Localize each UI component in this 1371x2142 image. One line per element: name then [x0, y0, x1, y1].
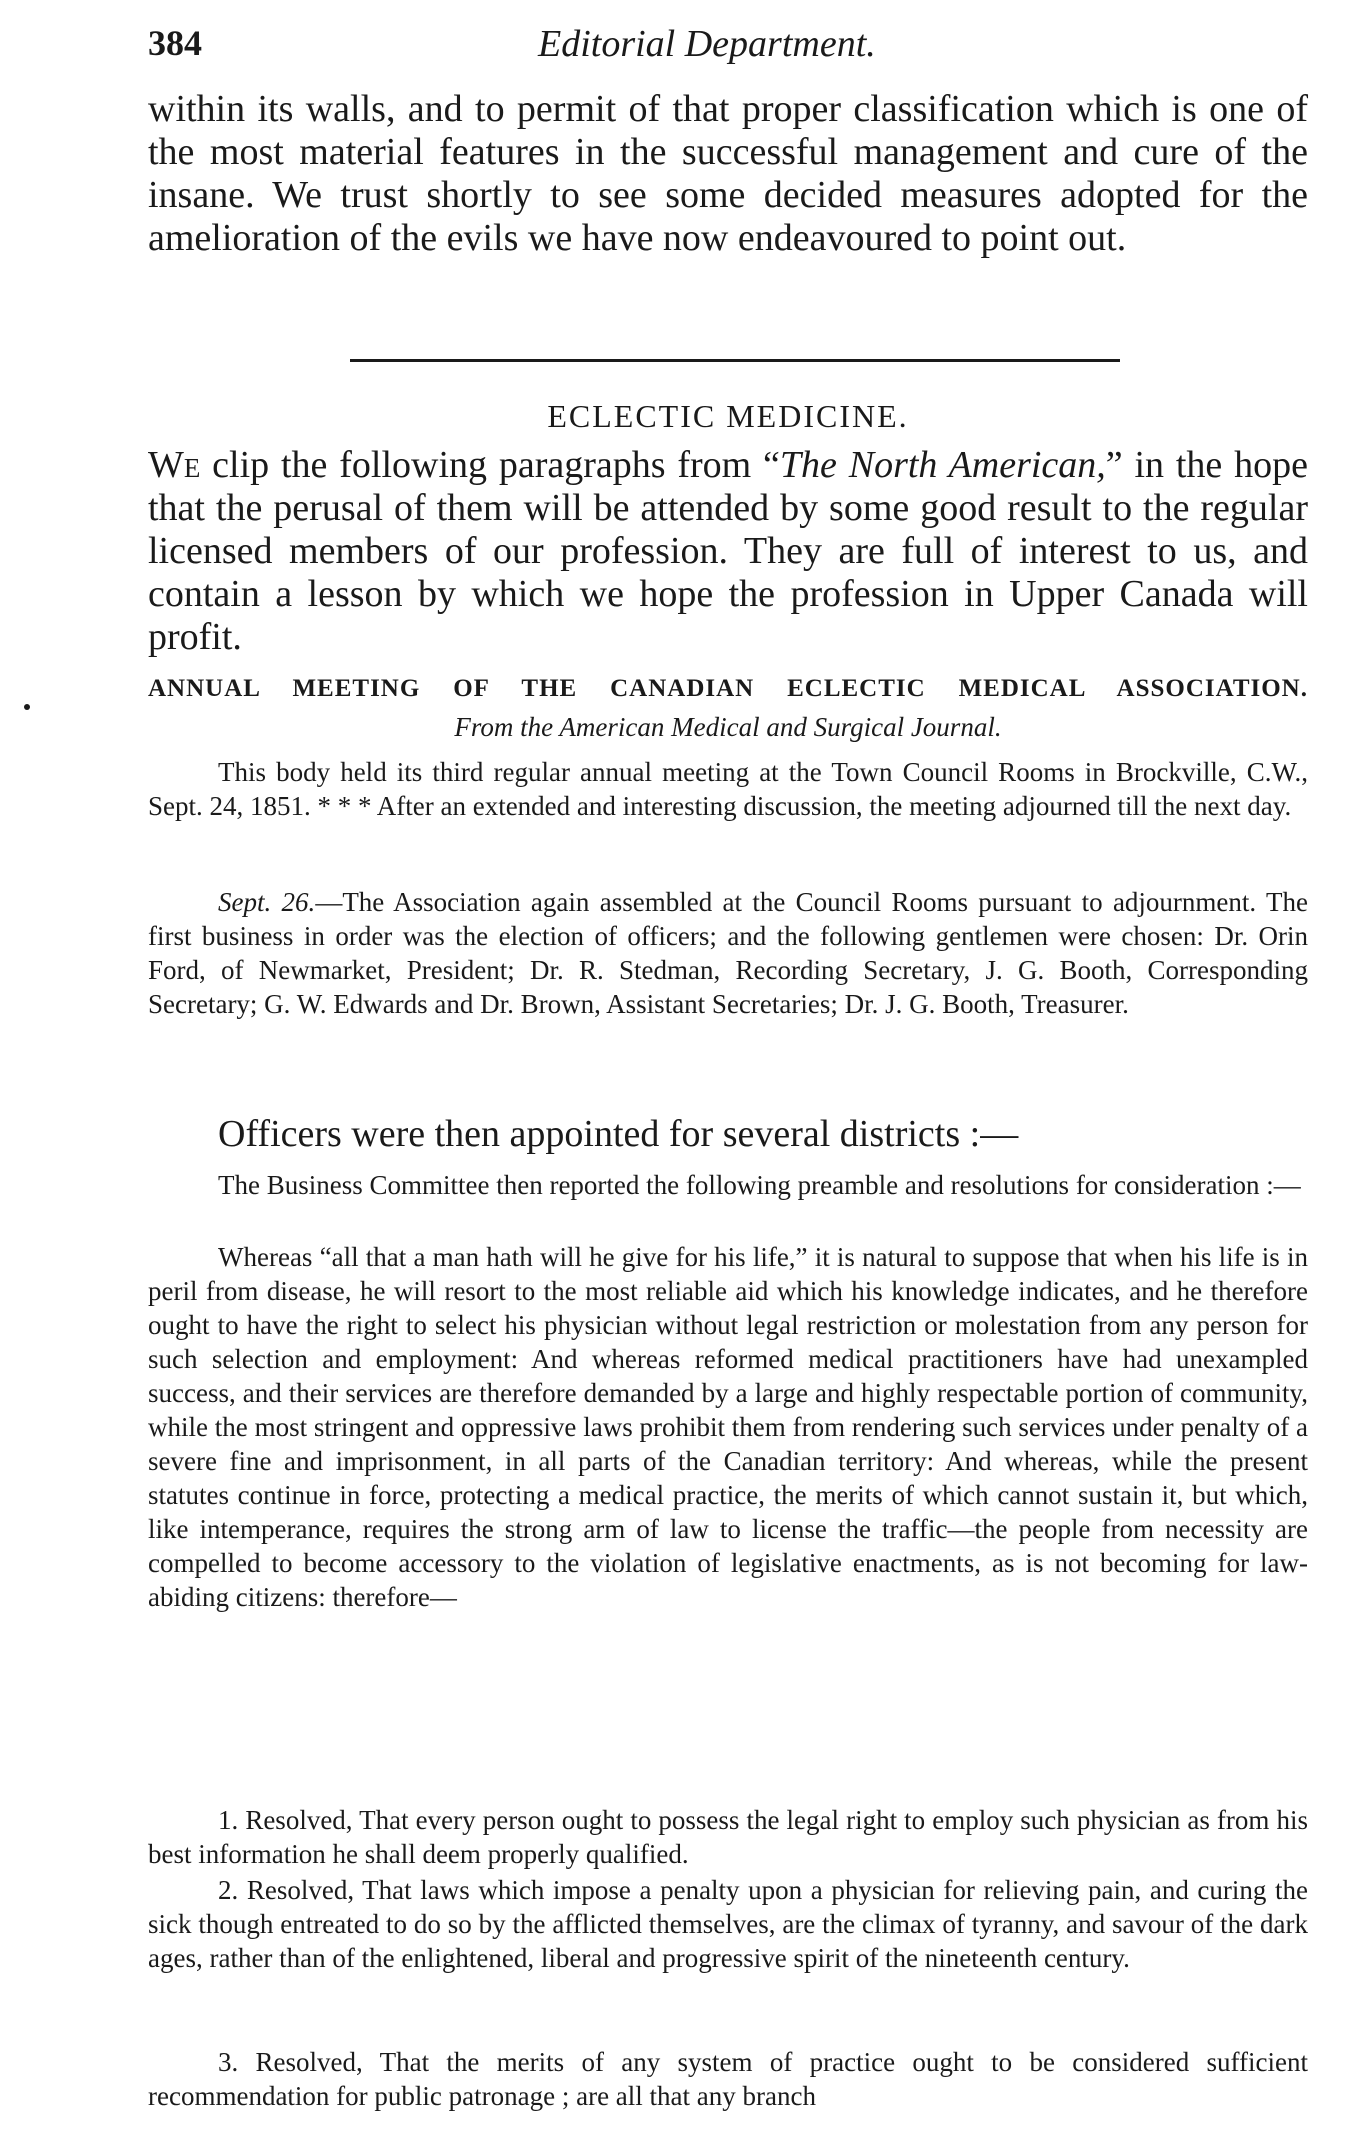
meeting-paragraph: This body held its third regular annual meeting at the Town Council Rooms in Brockville, C.W., Sept. 24, 1851. * * * After an extended and interesting discussion, the meeting adjourned till the next day.	[148, 757, 1308, 821]
association-heading	[148, 675, 1308, 703]
continuation-paragraph: within its walls, and to permit of that proper classification which is one of the most material features in the successful management and cure of the insane. We trust shortly to see some decided measures adopted for the amelioration of the evils we have now endeavoured to point out.	[148, 88, 1308, 259]
intro-after-quote: ” in the hope that the perusal of them will be attended by some good result to the regular licensed members of our profession. They are full of interest to us, and contain a lesson by which we hope the profession in Upper Canada will profit.	[148, 444, 1308, 658]
page-header	[148, 22, 1308, 72]
officers-election-text: —The Association again assembled at the Council Rooms pursuant to adjournment. The first business in order was the election of officers; and the following gentlemen were chosen: Dr. Orin Ford, of Newmarket, President; Dr. R. Stedman, Recording Secretary, J. G. Booth, Corresponding Secretary; G. W. Edwards and Dr. Brown, Assistant Secretaries; Dr. J. G. Booth, Treasurer.	[148, 887, 1308, 1019]
resolution-3: 3. Resolved, That the merits of any system of practice ought to be considered sufficient recommendation for public patronage ; are all that any branch	[148, 2047, 1308, 2111]
page-number: 384	[148, 23, 202, 63]
source-line-text: From the American Medical and Surgical Journal.	[454, 712, 1002, 742]
intro-lead-word: We	[148, 444, 201, 486]
article-title	[148, 398, 1308, 435]
section-divider	[350, 359, 1120, 362]
running-title: Editorial Department.	[538, 23, 876, 65]
paragraph-date: Sept. 26.	[218, 887, 316, 917]
article-title-text: ECLECTIC MEDICINE.	[547, 398, 909, 434]
officers-election-paragraph	[148, 885, 1308, 1021]
whereas-preamble: Whereas “all that a man hath will he give for his life,” it is natural to suppose that when his life is in peril from disease, he will resort to the most reliable aid which his knowledge indicates, and he therefore ought to have the right to select his physician without legal restriction or molestation from any person for such selection and employment: And whereas reformed medical practitioners have had unexampled success, and their services are therefore demanded by a large and highly respectable portion of community, while the most stringent and oppressive laws prohibit them from rendering such services under penalty of a severe fine and imprisonment, in all parts of the Canadian territory: And whereas, while the present statutes continue in force, protecting a medical practice, the merits of which cannot sustain it, but which, like intemperance, requires the strong arm of law to license the traffic—the people from necessity are compelled to become accessory to the violation of legislative enactments, as is not becoming for law-abiding citizens: therefore—	[148, 1242, 1308, 1612]
resolution-2: 2. Resolved, That laws which impose a penalty upon a physician for relieving pain, and curing the sick though entreated to do so by the afflicted themselves, are the climax of tyranny, and savour of the dark ages, rather than of the enlightened, liberal and progressive spirit of the nineteenth century.	[148, 1875, 1308, 1973]
officers-appointed-line: Officers were then appointed for several districts :—	[218, 1113, 1019, 1155]
association-heading-text: ANNUAL MEETING OF THE CANADIAN ECLECTIC MEDICAL ASSOCIATION.	[148, 675, 1308, 702]
intro-quoted-title: The North American,	[779, 444, 1106, 486]
resolution-1: 1. Resolved, That every person ought to possess the legal right to employ such physician as from his best information he shall deem properly qualified.	[148, 1805, 1308, 1869]
ink-speck	[24, 704, 30, 710]
source-line	[148, 712, 1308, 743]
business-committee-paragraph: The Business Committee then reported the following preamble and resolutions for consideration :—	[218, 1170, 1301, 1200]
intro-before-quote: clip the following paragraphs from “	[200, 444, 780, 486]
intro-paragraph	[148, 444, 1308, 659]
